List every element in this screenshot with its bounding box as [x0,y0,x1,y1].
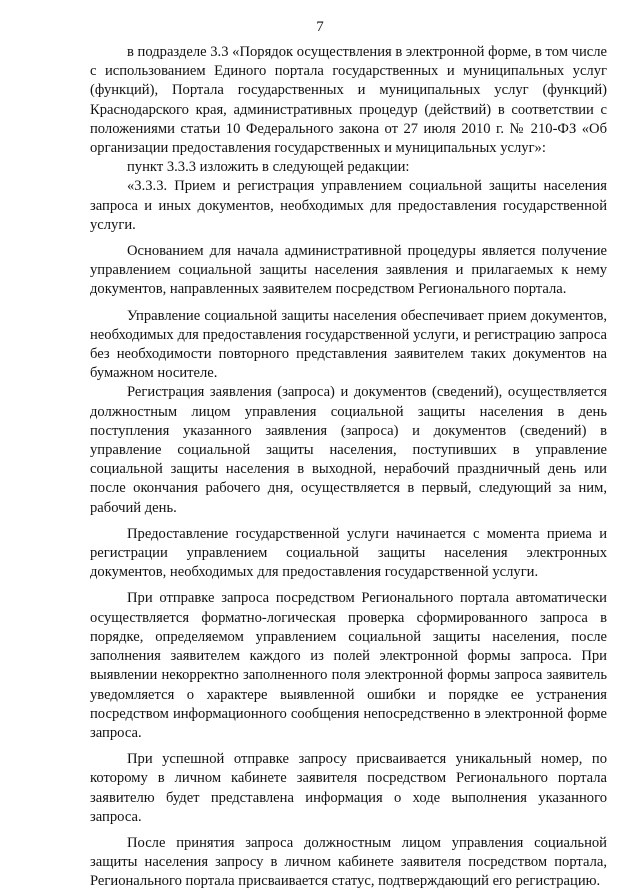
paragraph: При отправке запроса посредством Регионального портала автоматически осуществляется форматно-логическая проверка сформированного запроса в порядке, определяемом управлением социальной защиты населения, после заполнения заявителем каждого из полей электронной формы запроса. При выявлении некорректно заполненного поля электронной формы запроса заявитель уведомляется о характере выявленной ошибки и порядке ее устранения посредством информационного сообщения непосредственно в электронной форме запроса. [90,590,607,741]
paragraph: Основанием для начала административной процедуры является получение управлением социальной защиты населения заявления и прилагаемых к нему документов, направленных заявителем посредством Регионального портала. [90,243,607,298]
paragraph: Предоставление государственной услуги начинается с момента приема и регистрации управлением социальной защиты населения электронных документов, необходимых для предоставления государственной услуги. [90,525,607,581]
paragraph: Регистрация заявления (запроса) и документов (сведений), осуществляется должностным лицом управления социальной защиты населения в день поступления указанного заявления (запроса) и документов (сведений) в управление социальной защиты населения, поступивших в управление социальной защиты населения в выходной, нерабочий праздничный день или после окончания рабочего дня, осуществляется в первый, следующий за ним, рабочий день. [90,384,607,516]
page-number: 7 [316,19,324,35]
document-body [90,43,607,892]
paragraph: пункт 3.3.3 изложить в следующей редакции: [127,159,410,176]
paragraph: После принятия запроса должностным лицом управления социальной защиты населения запросу в личном кабинете заявителя посредством портала, Регионального портала присваивается статус, подтверждающий его регистрацию. [90,834,607,890]
paragraph: в подразделе 3.3 «Порядок осуществления в электронной форме, в том числе с использованием Единого портала государственных и муниципальных услуг (функций), Портала государственных и муниципальных услуг (функций) Краснодарского края, административных процедур (действий) в соответствии с положениями статьи 10 Федерального закона от 27 июля 2010 г. № 210-ФЗ «Об организации предоставления государственных и муниципальных услуг»: [90,44,607,157]
paragraph: «3.3.3. Прием и регистрация управлением социальной защиты населения запроса и иных документов, необходимых для предоставления государственной услуги. [90,178,607,233]
paragraph: Управление социальной защиты населения обеспечивает прием документов, необходимых для предоставления государственной услуги, и регистрацию запроса без необходимости повторного представления заявителем таких документов на бумажном носителе. [90,307,607,382]
paragraph: При успешной отправке запросу присваивается уникальный номер, по которому в личном кабинете заявителя посредством Регионального портала заявителю будет представлена информация о ходе выполнения указанного запроса. [90,751,607,825]
